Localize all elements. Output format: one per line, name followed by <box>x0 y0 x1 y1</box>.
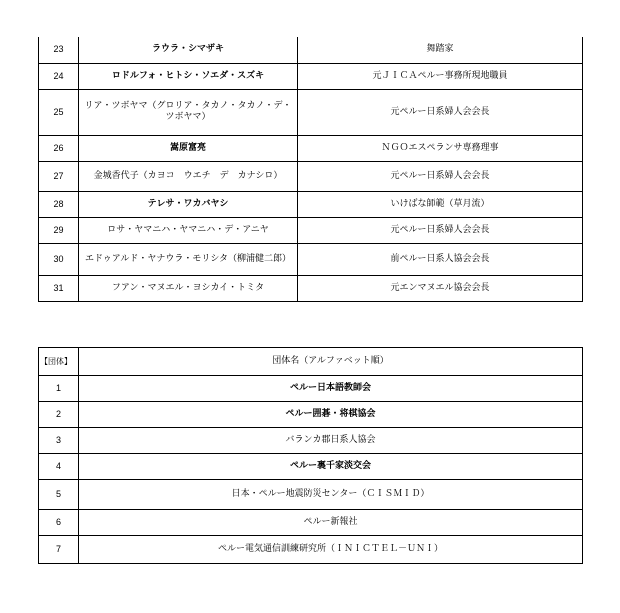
organization-number: 2 <box>39 402 79 428</box>
person-row <box>39 135 583 161</box>
organization-row <box>39 510 583 536</box>
person-name: ロドルフォ・ヒトシ・ソエダ・スズキ <box>79 63 298 89</box>
organization-name: ペルー電気通信訓練研究所（ＩＮＩＣＴＥＬ－ＵＮＩ） <box>79 536 583 564</box>
organization-name: ペルー日本語教師会 <box>79 376 583 402</box>
person-row <box>39 161 583 191</box>
person-number: 28 <box>39 191 79 217</box>
person-row <box>39 63 583 89</box>
organization-name: ペルー裏千家淡交会 <box>79 454 583 480</box>
organizations-title: 団体名（アルファベット順） <box>79 348 583 376</box>
person-number: 24 <box>39 63 79 89</box>
organization-number: 6 <box>39 510 79 536</box>
organization-row <box>39 402 583 428</box>
organizations-header-row <box>39 348 583 376</box>
person-number: 30 <box>39 243 79 275</box>
organization-name: ペルー新報社 <box>79 510 583 536</box>
person-row <box>39 217 583 243</box>
person-role: 元エンマヌエル協会会長 <box>298 275 583 301</box>
person-role: 元ＪＩＣＡペルー事務所現地職員 <box>298 63 583 89</box>
organization-name: バランカ郡日系人協会 <box>79 428 583 454</box>
person-name: 嵩原富亮 <box>79 135 298 161</box>
organization-name: 日本・ペルー地震防災センター（ＣＩＳＭＩＤ） <box>79 480 583 510</box>
person-name: 金城香代子（カヨコ ウエチ デ カナシロ） <box>79 161 298 191</box>
person-role: 前ペルー日系人協会会長 <box>298 243 583 275</box>
person-name: ロサ・ヤマニハ・ヤマニハ・デ・アニヤ <box>79 217 298 243</box>
organization-number: 4 <box>39 454 79 480</box>
person-row <box>39 191 583 217</box>
person-row <box>39 243 583 275</box>
person-number: 31 <box>39 275 79 301</box>
person-name: エドゥアルド・ヤナウラ・モリシタ（柳浦健二郎） <box>79 243 298 275</box>
person-role: 元ペルー日系婦人会会長 <box>298 161 583 191</box>
organization-number: 3 <box>39 428 79 454</box>
honorees-table <box>38 37 583 302</box>
organization-number: 1 <box>39 376 79 402</box>
person-role: ＮＧＯエスペランサ専務理事 <box>298 135 583 161</box>
organization-row <box>39 536 583 564</box>
person-row <box>39 37 583 63</box>
person-number: 25 <box>39 89 79 135</box>
person-name: ラウラ・シマザキ <box>79 37 298 63</box>
organizations-table <box>38 347 583 564</box>
organization-number: 5 <box>39 480 79 510</box>
organization-row <box>39 376 583 402</box>
person-number: 29 <box>39 217 79 243</box>
person-number: 26 <box>39 135 79 161</box>
organization-row <box>39 454 583 480</box>
person-role: 元ペルー日系婦人会会長 <box>298 89 583 135</box>
person-role: いけばな師範（草月流） <box>298 191 583 217</box>
organization-row <box>39 480 583 510</box>
person-name: テレサ・ワカバヤシ <box>79 191 298 217</box>
person-row <box>39 89 583 135</box>
person-number: 23 <box>39 37 79 63</box>
person-number: 27 <box>39 161 79 191</box>
organization-name: ペルー囲碁・将棋協会 <box>79 402 583 428</box>
person-role: 元ペルー日系婦人会会長 <box>298 217 583 243</box>
organizations-label: 【団体】 <box>39 348 79 376</box>
organization-row <box>39 428 583 454</box>
person-name: リア・ツボヤマ（グロリア・タカノ・タカノ・デ・ツボヤマ） <box>79 89 298 135</box>
person-name: フアン・マヌエル・ヨシカイ・トミタ <box>79 275 298 301</box>
person-row <box>39 275 583 301</box>
organization-number: 7 <box>39 536 79 564</box>
person-role: 舞踏家 <box>298 37 583 63</box>
